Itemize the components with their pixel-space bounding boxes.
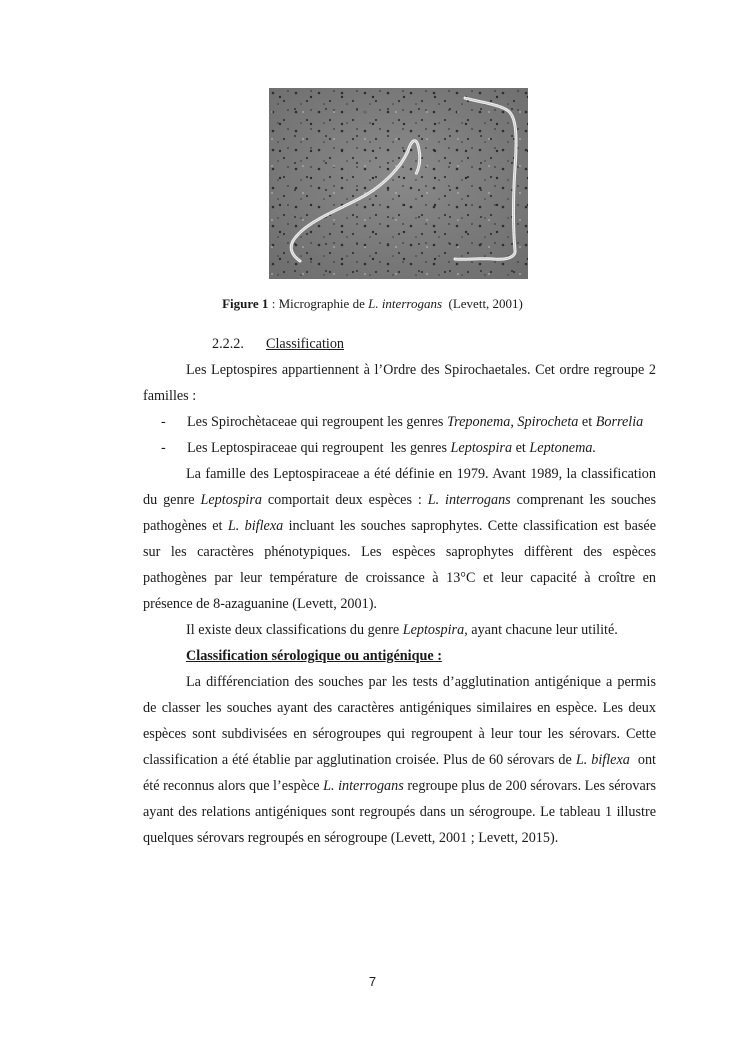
caption-species: L. interrogans bbox=[368, 296, 443, 311]
genus-borrelia: Borrelia bbox=[595, 414, 644, 430]
p2-text-d: incluant les souches saprophytes. Cette classification est basée sur les caractères phénotypiques. Les espèces saprophytes diffèrent des espèces pathogènes par leur température de croissance à 13°C et leur capacité à croître en présence de 8-azaguanine (Levett, 2001). bbox=[143, 518, 656, 612]
p3-text-b: , ayant chacune leur utilité. bbox=[464, 622, 618, 638]
p3-text-a: Il existe deux classifications du genre bbox=[186, 622, 403, 638]
leptospira-micrograph bbox=[269, 88, 528, 279]
p4-text-b: ont été reconnus alors que l’espèce bbox=[143, 752, 660, 794]
genus-spirocheta: Spirocheta bbox=[517, 414, 579, 430]
p2-species-interrogans: L. interrogans bbox=[427, 492, 511, 508]
section-number: 2.2.2. bbox=[212, 336, 244, 352]
paragraph-two-classifications bbox=[143, 617, 656, 643]
p3-genus: Leptospira bbox=[402, 622, 465, 638]
paragraph-history bbox=[143, 461, 656, 617]
p2-text-a: La famille des Leptospiraceae a été définie en 1979. Avant 1989, la classification du genre bbox=[143, 466, 656, 508]
bullet2-text: Les Leptospiraceae qui regroupent les genres bbox=[187, 440, 451, 456]
genus-leptospira: Leptospira bbox=[450, 440, 513, 456]
p2-species-biflexa: L. biflexa bbox=[227, 518, 284, 534]
paragraph-serologic bbox=[143, 669, 660, 851]
p4-text-c: regroupe plus de 200 sérovars. Les sérovars ayant des relations antigéniques sont regroupés dans un sérogroupe. Le tableau 1 illustre quelques sérovars regroupés en sérogroupe (Levett, 2001 ; Levett, 2015). bbox=[143, 778, 656, 846]
subheading-serologic: Classification sérologique ou antigénique : bbox=[186, 648, 442, 664]
figure-label: Figure 1 bbox=[222, 296, 269, 311]
p2-text-c: comprenant les souches pathogènes et bbox=[143, 492, 656, 534]
p4-text-a: La différenciation des souches par les tests d’agglutination antigénique a permis de classer les souches ayant des caractères antigéniques similaires en espèce. Les deux espèces sont subdivisées en sérogroupes qui regroupent à leur tour les sérovars. Cette classification a été établie par agglutination croisée. Plus de 60 sérovars de bbox=[143, 674, 656, 768]
genus-leptonema: Leptonema. bbox=[529, 440, 596, 456]
caption-text: Micrographie de bbox=[278, 296, 369, 311]
p4-species-interrogans: L. interrogans bbox=[323, 778, 404, 794]
paragraph-intro: Les Leptospires appartiennent à l’Ordre des Spirochaetales. Cet ordre regroupe 2 familles : bbox=[143, 362, 656, 404]
p2-text-b: comportait deux espèces : bbox=[261, 492, 428, 508]
caption-reference: (Levett, 2001) bbox=[442, 296, 523, 311]
bullet-dash: - bbox=[161, 414, 166, 430]
bullet1-text: Les Spirochètaceae qui regroupent les genres bbox=[187, 414, 447, 430]
body-text bbox=[143, 357, 660, 851]
page-number: 7 bbox=[368, 974, 377, 989]
p2-genus: Leptospira bbox=[200, 492, 262, 508]
list-item-spirochaetaceae bbox=[143, 409, 656, 435]
figure-caption bbox=[0, 296, 745, 312]
bullet2-sep: et bbox=[512, 440, 530, 456]
bullet1-sep2: et bbox=[578, 414, 596, 430]
caption-separator: : bbox=[268, 296, 279, 311]
micrograph-image bbox=[269, 88, 528, 279]
section-heading bbox=[212, 336, 344, 353]
list-item-leptospiraceae bbox=[143, 435, 656, 461]
bullet-dash: - bbox=[161, 440, 166, 456]
bullet1-sep1: , bbox=[510, 414, 518, 430]
p4-species-biflexa: L. biflexa bbox=[575, 752, 630, 768]
section-title: Classification bbox=[266, 336, 345, 352]
genus-treponema: Treponema bbox=[447, 414, 511, 430]
